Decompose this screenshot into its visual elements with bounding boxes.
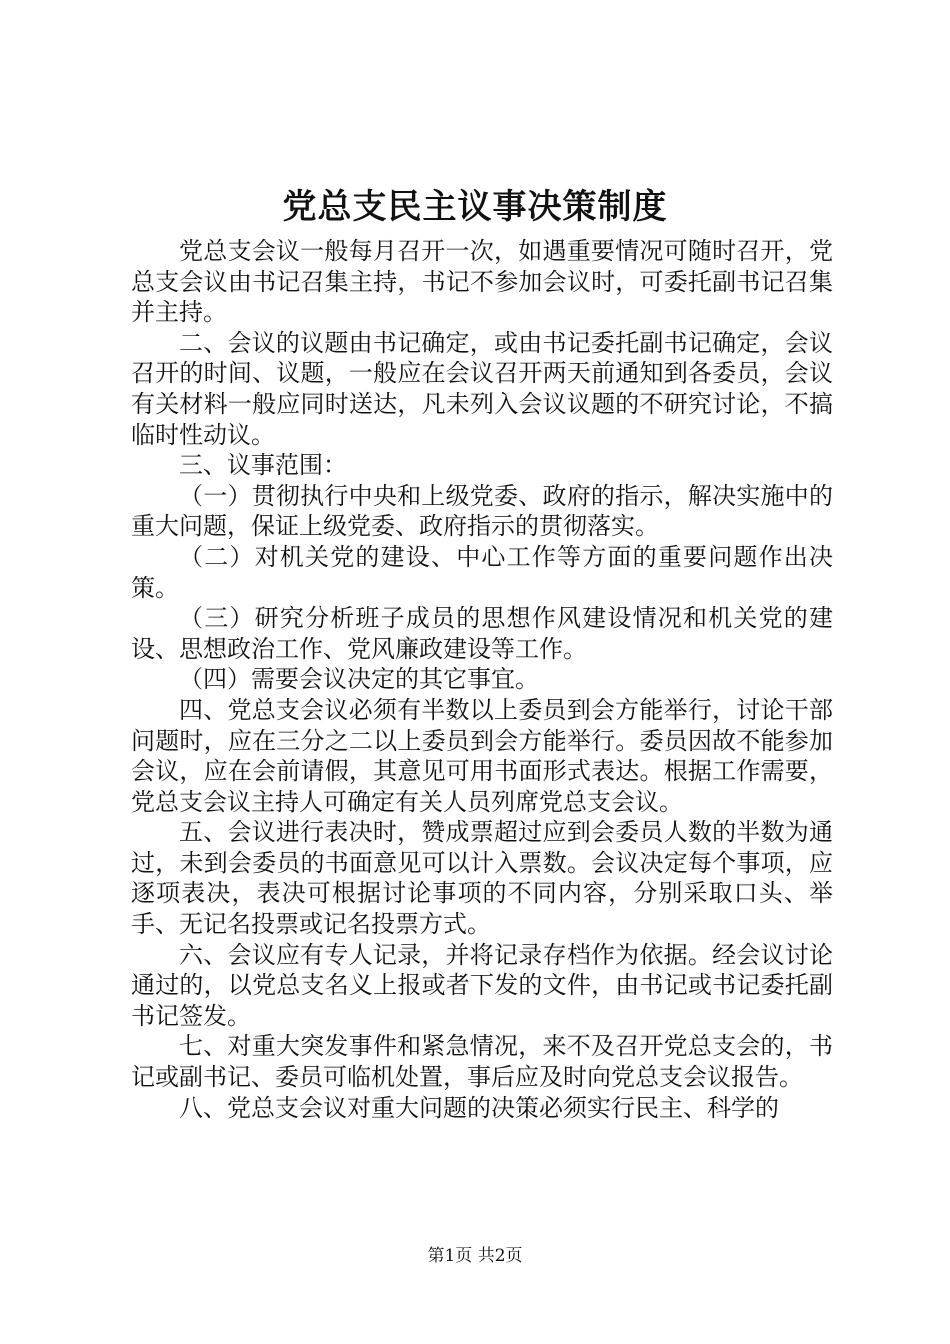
paragraph: （二）对机关党的建设、中心工作等方面的重要问题作出决策。 xyxy=(131,542,833,602)
paragraph: 八、党总支会议对重大问题的决策必须实行民主、科学的 xyxy=(179,1093,779,1122)
paragraph: 四、党总支会议必须有半数以上委员到会方能举行，讨论干部问题时，应在三分之二以上委员到会方能举行。委员因故不能参加会议，应在会前请假，其意见可用书面形式表达。根据工作需要，党总支会议主持人可确定有关人员列席党总支会议。 xyxy=(131,695,833,816)
paragraph: 六、会议应有专人记录，并将记录存档作为依据。经会议讨论通过的，以党总支名义上报或者下发的文件，由书记或书记委托副书记签发。 xyxy=(131,940,833,1030)
paragraph: （一）贯彻执行中央和上级党委、政府的指示，解决实施中的重大问题，保证上级党委、政府指示的贯彻落实。 xyxy=(131,481,833,541)
page-footer: 第1页 共2页 xyxy=(427,1246,523,1266)
paragraph: 五、会议进行表决时，赞成票超过应到会委员人数的半数为通过，未到会委员的书面意见可以计入票数。会议决定每个事项，应逐项表决，表决可根据讨论事项的不同内容，分别采取口头、举手、无记名投票或记名投票方式。 xyxy=(131,818,833,939)
paragraph: （三）研究分析班子成员的思想作风建设情况和机关党的建设、思想政治工作、党风廉政建设等工作。 xyxy=(131,604,833,663)
paragraph: 三、议事范围： xyxy=(179,451,347,480)
paragraph: 七、对重大突发事件和紧急情况，来不及召开党总支会的，书记或副书记、委员可临机处置，事后应及时向党总支会议报告。 xyxy=(131,1032,833,1092)
document-body xyxy=(131,236,833,1123)
paragraph: （四）需要会议决定的其它事宜。 xyxy=(179,665,539,694)
document-title: 党总支民主议事决策制度 xyxy=(282,187,668,227)
paragraph: 二、会议的议题由书记确定，或由书记委托副书记确定，会议召开的时间、议题，一般应在会议召开两天前通知到各委员，会议有关材料一般应同时送达，凡未列入会议议题的不研究讨论，不搞临时性动议。 xyxy=(131,328,833,449)
paragraph: 党总支会议一般每月召开一次，如遇重要情况可随时召开，党总支会议由书记召集主持，书记不参加会议时，可委托副书记召集并主持。 xyxy=(131,237,833,327)
